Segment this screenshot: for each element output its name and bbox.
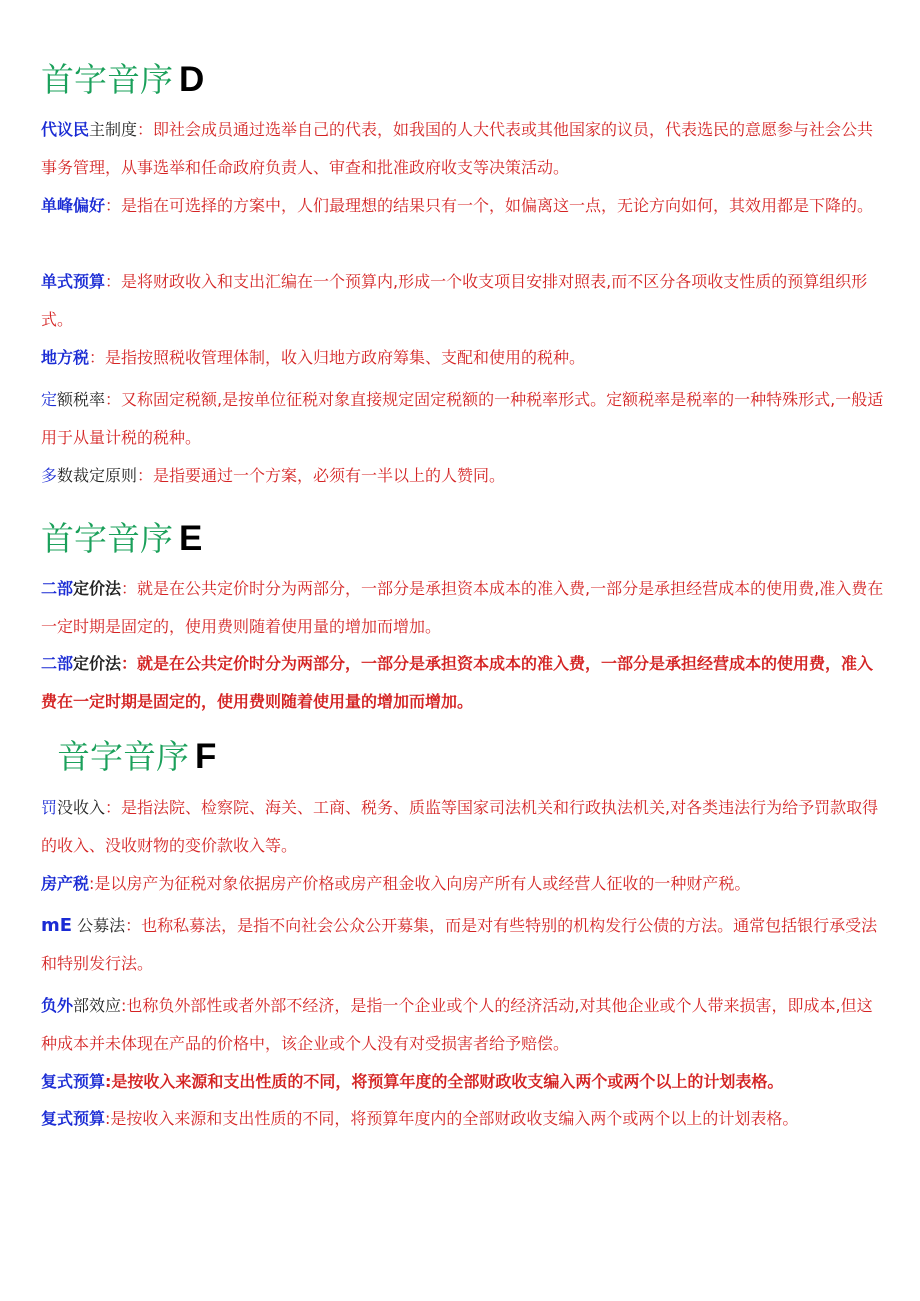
term-definition: ：就是在公共定价时分为两部分，一部分是承担资本成本的准入费，一部分是承担经营成本的使用费，准入费在一定时期是固定的，使用费则随着使用量的增加而增加。 <box>41 654 874 711</box>
glossary-entry <box>41 187 886 225</box>
term-highlight: 单峰偏好 <box>41 196 106 215</box>
term-highlight: mE <box>41 915 73 936</box>
term-definition: ：就是在公共定价时分为两部分，一部分是承担资本成本的准入费,一部分是承担经营成本的使用费,准入费在一定时期是固定的，使用费则随着使用量的增加而增加。 <box>41 579 884 636</box>
glossary-entry <box>41 987 886 1063</box>
glossary-entry <box>41 570 886 646</box>
term-highlight: 定 <box>41 390 58 409</box>
glossary-entry <box>41 381 886 457</box>
heading-label: 首字音序 <box>41 519 173 558</box>
term-definition: ：是指要通过一个方案，必须有一半以上的人赞同。 <box>137 466 506 485</box>
term-definition: :也称负外部性或者外部不经济，是指一个企业或个人的经济活动,对其他企业或个人带来损害，即成本,但这种成本并未体现在产品的价格中，该企业或个人没有对受损害者给予赔偿。 <box>41 996 873 1053</box>
heading-letter: F <box>195 737 217 776</box>
glossary-entry <box>41 1100 886 1138</box>
term-highlight: 复式预算 <box>41 1072 106 1091</box>
term-highlight: 负外 <box>41 996 74 1015</box>
term-definition: :是以房产为征税对象依据房产价格或房产租金收入向房产所有人或经营人征收的一种财产税。 <box>89 874 751 893</box>
term-rest: 定价法 <box>73 579 122 598</box>
term-highlight: 二部 <box>41 654 74 673</box>
term-rest: 没收入 <box>57 798 106 817</box>
term-definition: ：是指在可选择的方案中，人们最理想的结果只有一个，如偏离这一点，无论方向如何，其效用都是下降的。 <box>105 196 874 215</box>
term-definition: :是按收入来源和支出性质的不同，将预算年度内的全部财政收支编入两个或两个以上的计划表格。 <box>105 1109 799 1128</box>
term-highlight: 房产税 <box>41 874 90 893</box>
glossary-entry <box>41 865 886 903</box>
glossary-entry <box>41 1063 886 1101</box>
term-highlight: 复式预算 <box>41 1109 106 1128</box>
term-highlight: 单式预算 <box>41 272 106 291</box>
glossary-entry <box>41 339 886 377</box>
term-highlight: 代议民 <box>41 120 90 139</box>
term-definition: ：是将财政收入和支出汇编在一个预算内,形成一个收支项目安排对照表,而不区分各项收支性质的预算组织形式。 <box>41 272 868 329</box>
term-definition: ：是指法院、检察院、海关、工商、税务、质监等国家司法机关和行政执法机关,对各类违法行为给予罚款取得的收入、没收财物的变价款收入等。 <box>41 798 879 855</box>
section-heading-f <box>57 731 216 779</box>
term-definition: ：也称私募法，是指不向社会公众公开募集，而是对有些特别的机构发行公债的方法。通常包括银行承受法和特别发行法。 <box>41 916 878 973</box>
term-definition: ：即社会成员通过选举自己的代表，如我国的人大代表或其他国家的议员，代表选民的意愿参与社会公共事务管理，从事选举和任命政府负责人、审查和批准政府收支等决策活动。 <box>41 120 874 177</box>
heading-label: 音字音序 <box>57 737 189 776</box>
term-highlight: 地方税 <box>41 348 90 367</box>
section-heading-e <box>41 513 202 561</box>
term-definition: ：又称固定税额,是按单位征税对象直接规定固定税额的一种税率形式。定额税率是税率的一种特殊形式,一般适用于从量计税的税种。 <box>41 390 884 447</box>
glossary-entry <box>41 457 886 495</box>
glossary-entry <box>41 111 886 187</box>
term-highlight: 罚 <box>41 798 58 817</box>
glossary-entry <box>41 645 886 721</box>
glossary-entry <box>41 789 886 865</box>
term-rest: 部效应 <box>73 996 122 1015</box>
section-heading-d <box>41 54 204 102</box>
term-rest: 额税率 <box>57 390 106 409</box>
heading-letter: E <box>179 519 203 558</box>
term-rest: 定价法 <box>73 654 122 673</box>
heading-label: 首字音序 <box>41 60 173 99</box>
heading-letter: D <box>179 60 205 99</box>
term-definition: ：是指按照税收管理体制，收入归地方政府筹集、支配和使用的税种。 <box>89 348 586 367</box>
glossary-entry <box>41 907 886 983</box>
term-definition: :是按收入来源和支出性质的不同，将预算年度的全部财政收支编入两个或两个以上的计划表格。 <box>105 1072 784 1091</box>
glossary-entry <box>41 263 886 339</box>
term-highlight: 二部 <box>41 579 74 598</box>
term-rest: 主制度 <box>89 120 138 139</box>
term-highlight: 多 <box>41 466 58 485</box>
term-rest: 公募法 <box>72 916 126 935</box>
term-rest: 数裁定原则 <box>57 466 138 485</box>
